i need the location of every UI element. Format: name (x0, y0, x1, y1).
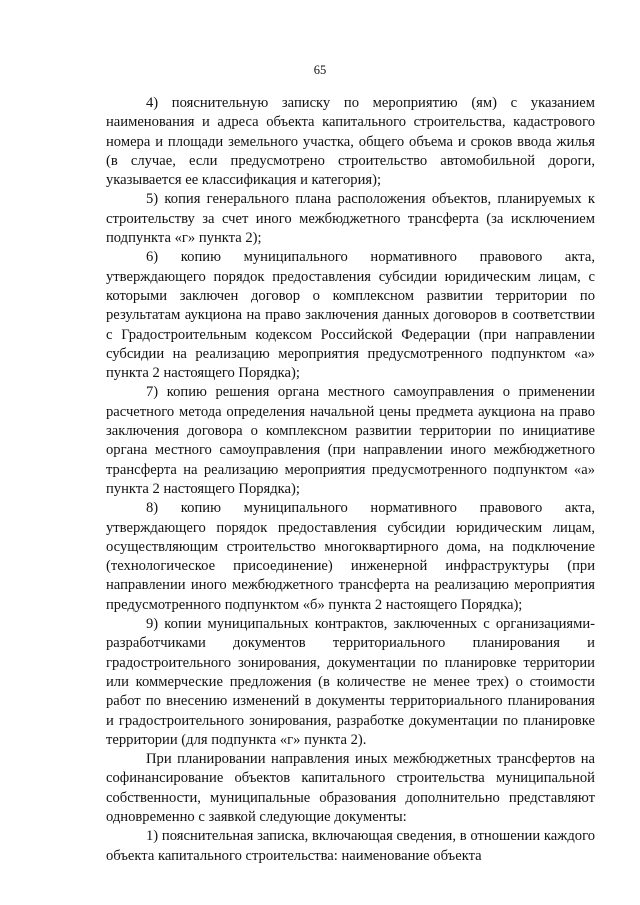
document-body (106, 94, 595, 866)
page-number: 65 (313, 63, 327, 77)
paragraph-item-9: 9) копии муниципальных контрактов, заключенных с организациями-разработчиками документов территориального планирования и градостроительного зонирования, документации по планировке территории или коммерческие предложения (в количестве не менее трех) о стоимости работ по внесению изменений в документы территориального планирования и градостроительного зонирования, разработке документации по планировке территории (для подпункта «г» пункта 2). (106, 616, 595, 748)
paragraph-item-7: 7) копию решения органа местного самоуправления о применении расчетного метода определения начальной цены предмета аукциона на право заключения договора о комплексном развитии территории по инициативе органа местного самоуправления (при направлении иного межбюджетного трансферта на реализацию мероприятия предусмотренного подпунктом «а» пункта 2 настоящего Порядка); (106, 384, 595, 497)
paragraph-item-4: 4) пояснительную записку по мероприятию (ям) с указанием наименования и адреса объекта капитального строительства, кадастрового номера и площади земельного участка, общего объема и сроков ввода жилья (в случае, если предусмотрено строительство автомобильной дороги, указывается ее классификация и категория); (106, 95, 595, 189)
paragraph-capital-construction: При планировании направления иных межбюджетных трансфертов на софинансирование объектов капитального строительства муниципальной собственности, муниципальные образования дополнительно представляют одновременно с заявкой следующие документы: (106, 751, 595, 825)
paragraph-item-6: 6) копию муниципального нормативного правового акта, утверждающего порядок предоставления субсидии юридическим лицам, с которыми заключен договор о комплексном развитии территории по результатам аукциона на право заключения данных договоров в соответствии с Градостроительным кодексом Российской Федерации (при направлении субсидии на реализацию мероприятия предусмотренного подпунктом «а» пункта 2 настоящего Порядка); (106, 249, 595, 382)
paragraph-item-1-explanatory-note: 1) пояснительная записка, включающая сведения, в отношении каждого объекта капитального строительства: наименование объекта (106, 828, 595, 864)
paragraph-item-5: 5) копия генерального плана расположения объектов, планируемых к строительству за счет иного межбюджетного трансферта (за исключением подпункта «г» пункта 2); (106, 191, 595, 247)
paragraph-item-8: 8) копию муниципального нормативного правового акта, утверждающего порядок предоставления субсидии юридическим лицам, осуществляющим строительство многоквартирного дома, на подключение (технологическое присоединение) инженерной инфраструктуры (при направлении иного межбюджетного трансферта на реализацию мероприятия предусмотренного подпунктом «б» пункта 2 настоящего Порядка); (106, 500, 595, 613)
